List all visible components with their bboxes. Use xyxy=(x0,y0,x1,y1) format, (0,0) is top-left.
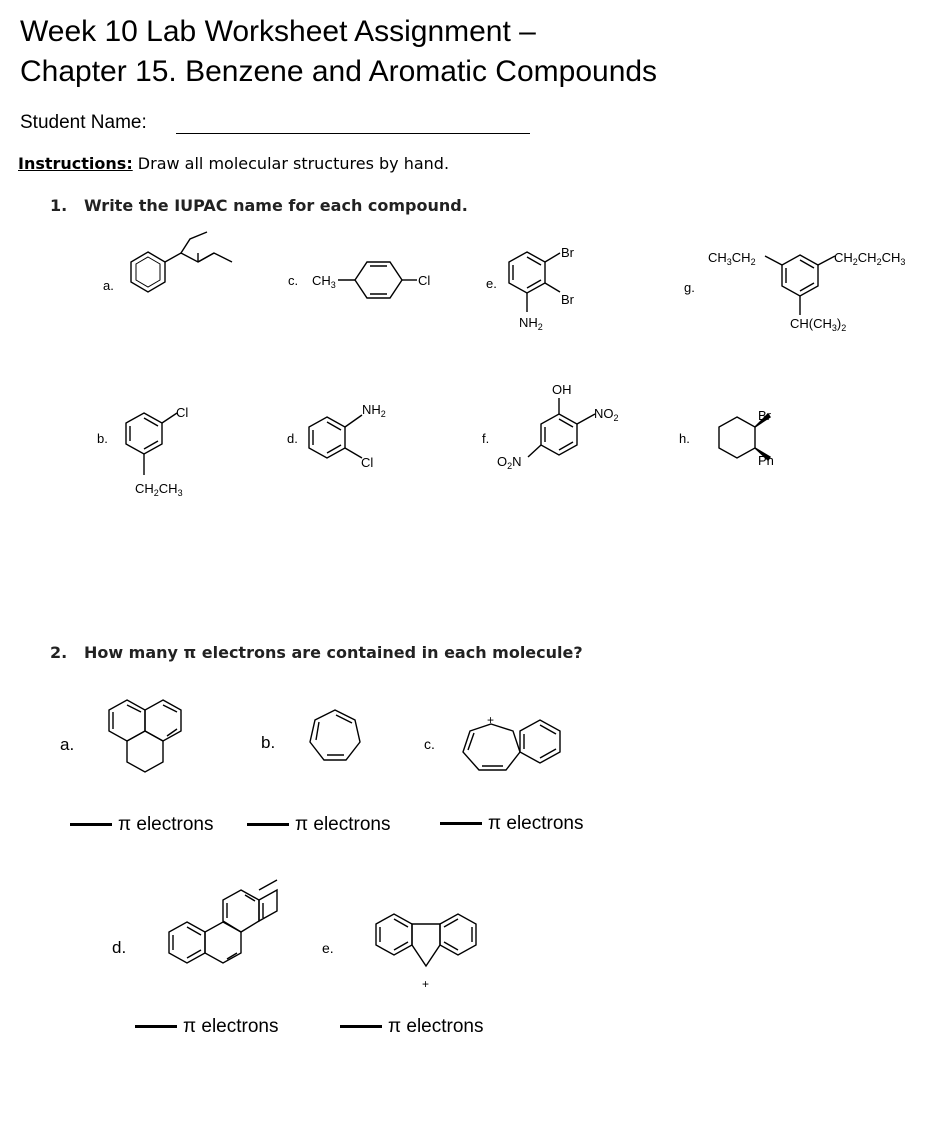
svg-text:+: + xyxy=(487,713,495,727)
structure-1h xyxy=(719,408,774,468)
svg-text:Br: Br xyxy=(758,408,771,423)
q1-label-f: f. xyxy=(482,431,490,446)
svg-text:Ph: Ph xyxy=(758,453,774,468)
svg-text:O2N: $O_2N$ xyxy=(497,454,522,471)
svg-text:CH(CH3)2: $CH(CH_3)_2$ xyxy=(790,316,847,333)
svg-text:Cl: Cl xyxy=(418,273,431,288)
question-1-number: 1. xyxy=(50,196,68,215)
pi-electrons-label: π electrons xyxy=(488,813,584,834)
svg-text:NH2: $NH_2$ xyxy=(519,315,543,332)
svg-text:Cl: Cl xyxy=(176,405,189,420)
pi-electrons-label: π electrons xyxy=(388,1016,484,1037)
structure-2d xyxy=(169,880,277,963)
svg-text:CH3CH2: $CH_3CH_2$ xyxy=(708,250,756,267)
q1-label-h: h. xyxy=(679,431,690,446)
structure-1d xyxy=(309,402,386,470)
instructions-text: Draw all molecular structures by hand. xyxy=(132,154,450,173)
q1-label-e: e. xyxy=(486,276,497,291)
question-2-text: How many π electrons are contained in each molecule? xyxy=(83,643,583,662)
page-title-line1: Week 10 Lab Worksheet Assignment – xyxy=(20,15,536,48)
question-2-number: 2. xyxy=(50,643,68,662)
svg-text:NO2: $NO_2$ xyxy=(594,406,619,423)
svg-text:OH: OH xyxy=(552,382,572,397)
structure-1b xyxy=(126,405,188,498)
structure-2c xyxy=(463,713,560,770)
svg-text:Cl: Cl xyxy=(361,455,374,470)
structure-1f xyxy=(497,382,619,471)
q1-label-d: d. xyxy=(287,431,298,446)
svg-text:Br: Br xyxy=(561,292,574,307)
pi-electrons-label: π electrons xyxy=(295,814,391,835)
page-title-line2: Chapter 15. Benzene and Aromatic Compounds xyxy=(20,55,658,88)
structure-1c xyxy=(312,262,430,298)
q2-label-b: b. xyxy=(261,733,276,752)
q2-label-c: c. xyxy=(424,736,435,752)
q2-label-e: e. xyxy=(322,940,334,956)
q2-label-d: d. xyxy=(112,938,127,957)
q2-label-a: a. xyxy=(60,735,75,754)
structure-1g xyxy=(708,250,905,333)
svg-text:Br: Br xyxy=(561,245,574,260)
structure-1a xyxy=(131,232,232,292)
svg-text:+: + xyxy=(422,977,430,991)
svg-text:CH2CH3: $CH_2CH_3$ xyxy=(135,481,183,498)
pi-electrons-label: π electrons xyxy=(118,814,214,835)
svg-text:CH2CH2CH3: $CH_2CH_2CH_3$ xyxy=(834,250,906,267)
question-1-text: Write the IUPAC name for each compound. xyxy=(83,196,468,215)
instructions-label: Instructions: xyxy=(18,154,133,173)
pi-electrons-label: π electrons xyxy=(183,1016,279,1037)
q1-label-a: a. xyxy=(103,278,114,293)
student-name-label: Student Name: xyxy=(20,112,147,133)
svg-text:NH2: $NH_2$ xyxy=(362,402,386,419)
structure-2e xyxy=(376,914,476,991)
structure-2a xyxy=(109,700,181,772)
svg-text:CH3: $CH_3$ xyxy=(312,273,336,290)
structure-1e xyxy=(509,245,575,332)
q1-label-b: b. xyxy=(97,431,108,446)
q1-label-c: c. xyxy=(288,273,299,288)
structure-2b xyxy=(310,710,360,760)
q1-label-g: g. xyxy=(684,280,695,295)
